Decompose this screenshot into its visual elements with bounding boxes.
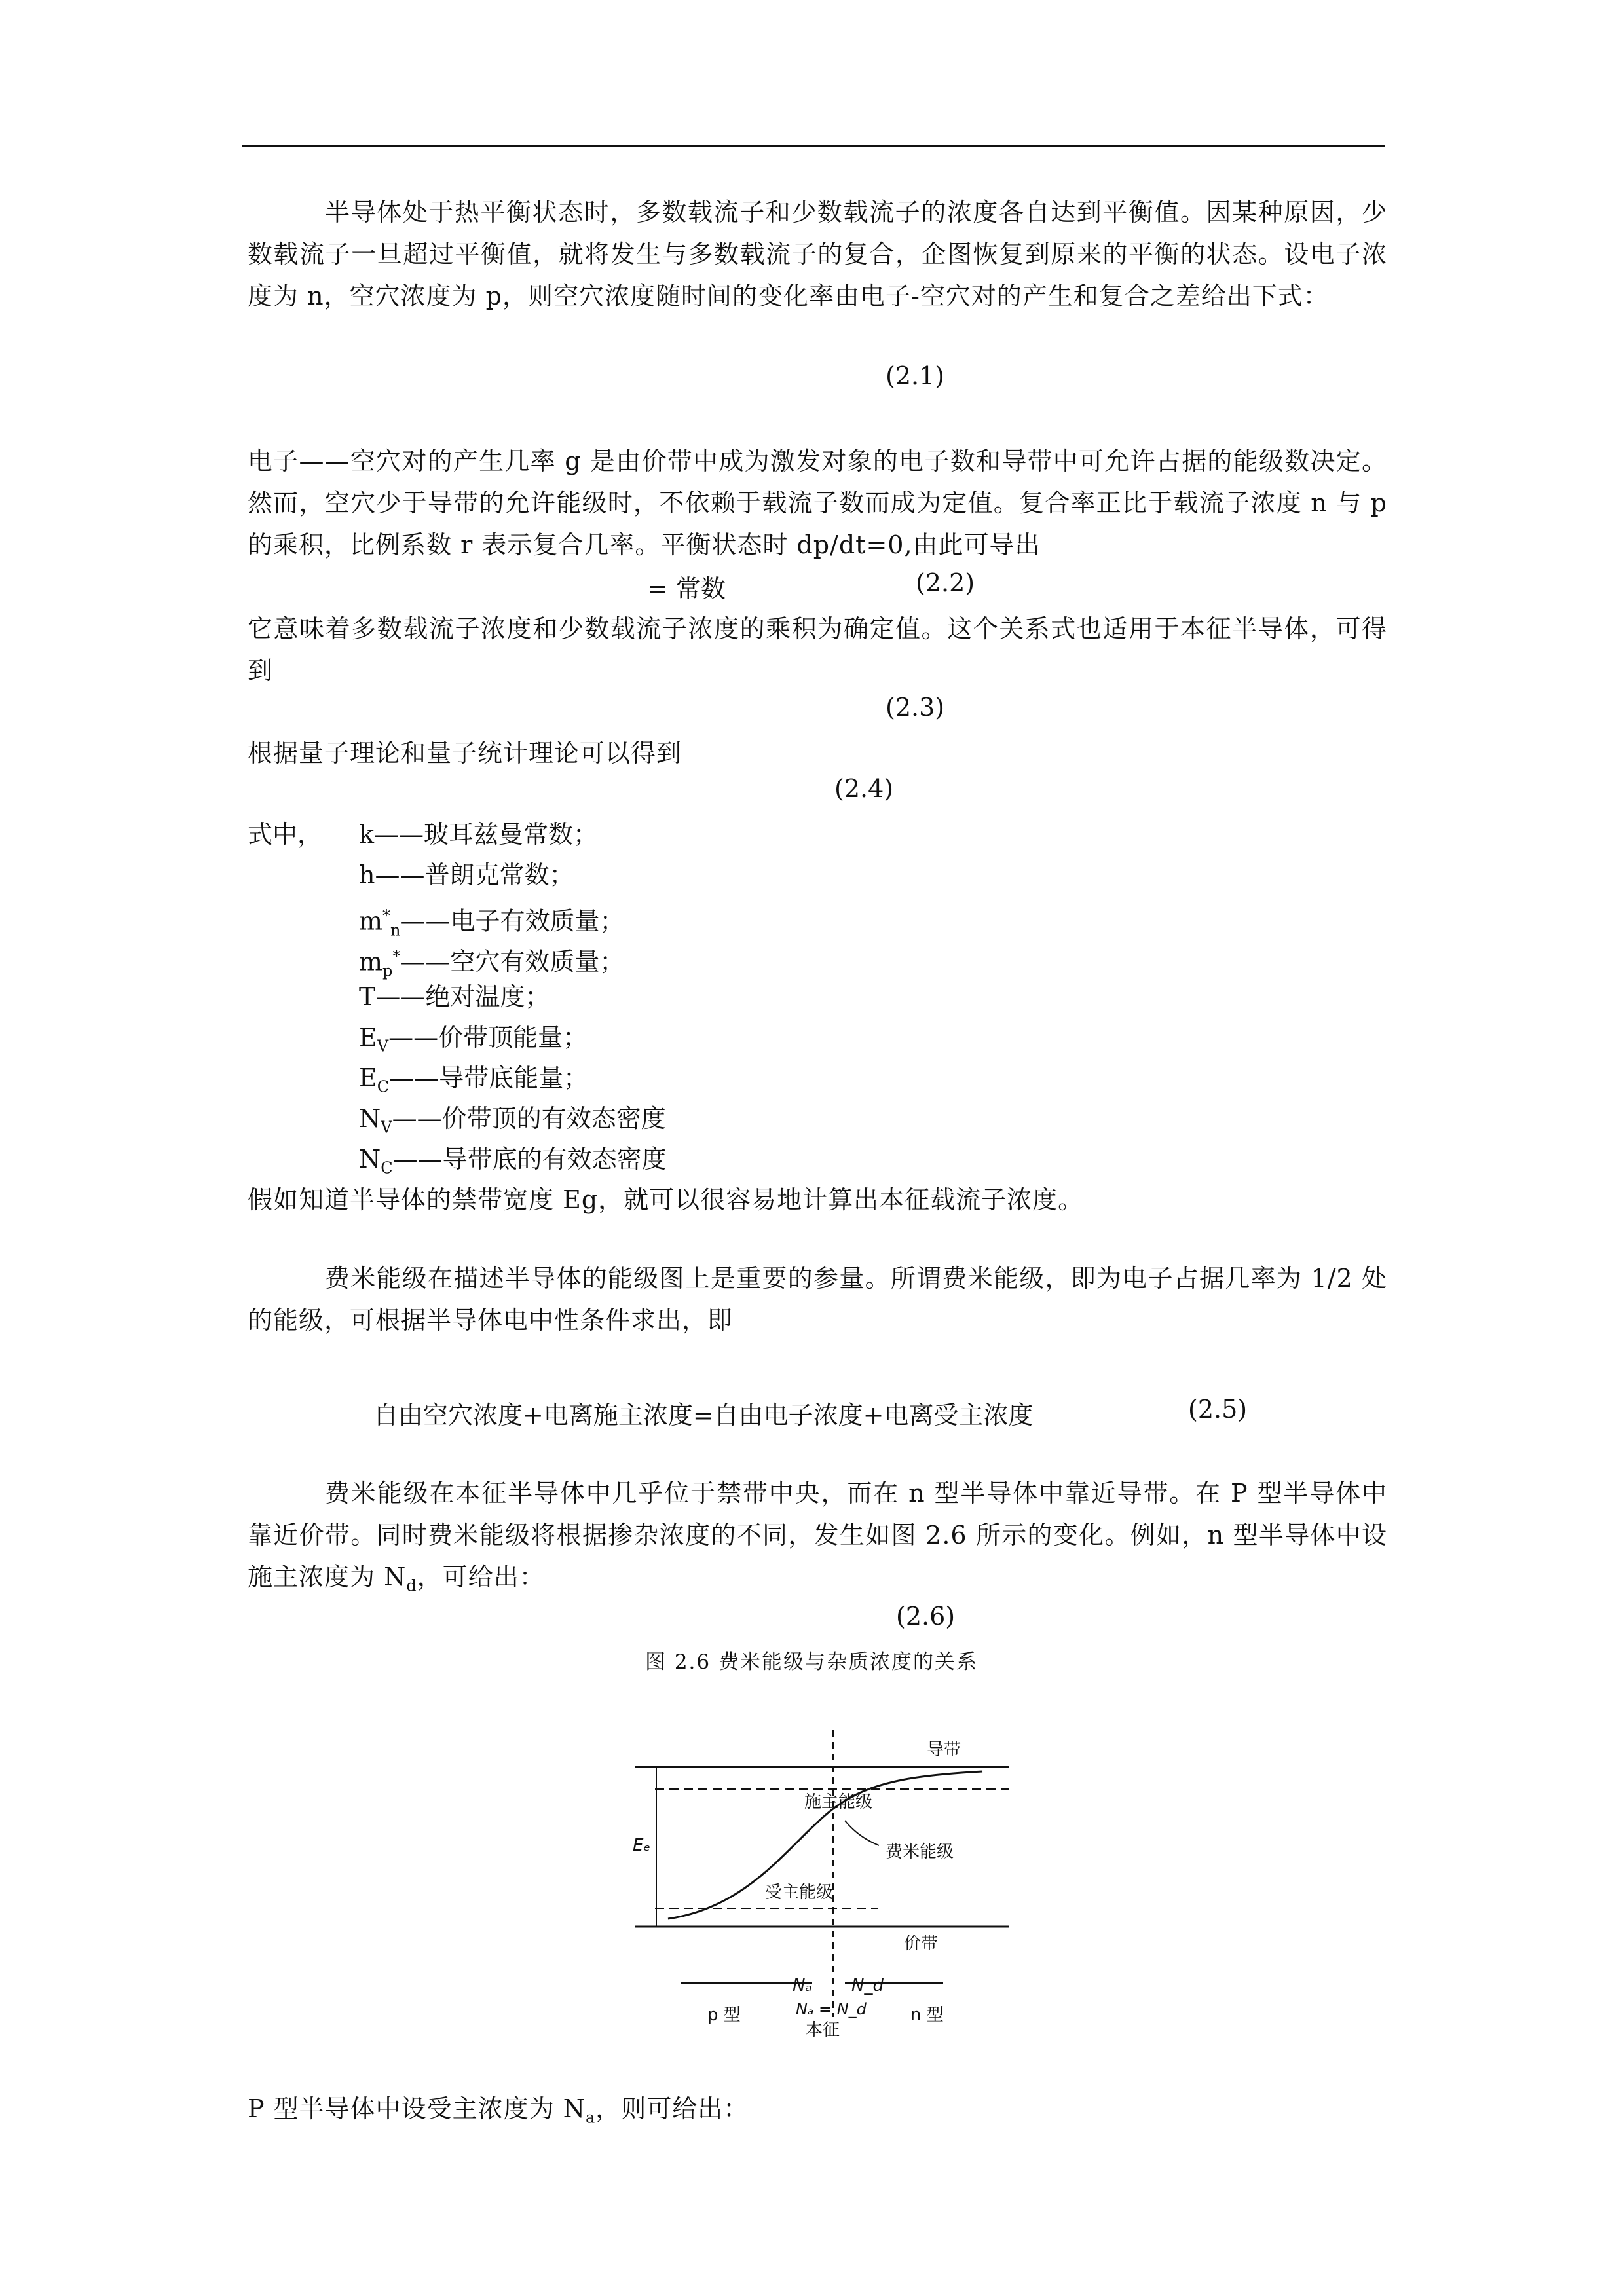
equation-2-2-text: = 常数 [647,574,726,603]
fermi-level-figure [629,1722,1035,2063]
valence-band-label: 价带 [904,1934,939,1953]
symbol-Nc-base: N [359,1145,381,1174]
symbol-mp-sup: * [392,947,401,965]
figure-caption: 图 2.6 费米能级与杂质浓度的关系 [644,1650,978,1674]
paragraph-6-text: 费米能级在描述半导体的能级图上是重要的参量。所谓费米能级，即为电子占据几率为 1/2 处的能级，可根据半导体电中性条件求出，即 [248,1264,1387,1335]
symbol-Ec-base: E [359,1064,377,1092]
fermi-level-label: 费米能级 [886,1842,954,1862]
nd-axis-label: N_d [851,1976,884,1995]
paragraph-8 [248,2088,1387,2139]
acceptor-level-label: 受主能级 [765,1883,834,1902]
symbol-mp-text: ——空穴有效质量； [400,947,625,976]
symbol-Ev-text: ——价带顶能量； [388,1023,588,1052]
paragraph-6 [248,1257,1387,1341]
paragraph-5-text: 假如知道半导体的禁带宽度 Eg，就可以很容易地计算出本征载流子浓度。 [248,1185,1084,1214]
symbol-Ec-text: ——导带底能量； [389,1064,589,1092]
paragraph-4-text: 根据量子理论和量子统计理论可以得到 [248,739,682,768]
symbol-Ev-base: E [359,1023,377,1052]
fermi-pointer-line [845,1821,879,1845]
symbol-Nc-text: ——导带底的有效态密度 [392,1145,667,1174]
paragraph-4 [248,732,1387,774]
symbol-mp-sub: p [382,961,393,980]
equation-number-2-1: (2.1) [886,361,945,390]
equation-number-2-3: (2.3) [886,693,945,722]
n-type-label: n 型 [910,2005,944,2025]
equation-number-2-4: (2.4) [834,774,894,803]
eg-label: Eₑ [633,1836,651,1855]
symbol-Nv-sub: V [381,1118,392,1137]
paragraph-8-end: ，则可给出： [595,2094,749,2123]
paragraph-2 [248,440,1387,566]
symbol-mn-sup: * [382,906,391,925]
conduction-band-label: 导带 [927,1740,961,1760]
symbol-mp-base: m [359,947,383,976]
paragraph-1 [248,191,1387,317]
paragraph-7 [248,1472,1387,1607]
paragraph-8-text [248,2088,1387,2139]
na-axis-label: Nₐ [793,1976,812,1995]
symbol-mn-text: ——电子有效质量； [400,906,625,936]
symbol-mn-base: m [359,906,383,936]
symbol-Ec-sub: C [377,1077,390,1096]
donor-level-label: 施主能级 [804,1792,873,1812]
paragraph-8-main: P 型半导体中设受主浓度为 N [248,2094,586,2123]
paragraph-7-end: ，可给出： [417,1563,545,1591]
symbol-T: T——绝对温度； [359,982,550,1011]
paragraph-2-text: 电子——空穴对的产生几率 g 是由价带中成为激发对象的电子数和导带中可允许占据的能级数决定。然而，空穴少于导带的允许能级时，不依赖于载流子数而成为定值。复合率正比于载流子浓度 n 与 p 的乘积，比例系数 r 表示复合几率。平衡状态时 dp/dt=0,由此可导出 [248,447,1387,559]
equal-label: Nₐ = N_d [796,2000,867,2018]
paragraph-5 [248,1179,1387,1221]
equation-number-2-2: (2.2) [916,568,975,597]
equation-2-5-text: 自由空穴浓度+电离施主浓度=自由电子浓度+电离受主浓度 [373,1401,1034,1430]
symbol-Nv-text: ——价带顶的有效态密度 [392,1104,666,1133]
paragraph-7-main: 费米能级在本征半导体中几乎位于禁带中央，而在 n 型半导体中靠近导带。在 P 型半导体中靠近价带。同时费米能级将根据掺杂浓度的不同，发生如图 2.6 所示的变化。例如，n 型半导体中设施主浓度为 N [248,1479,1387,1591]
intrinsic-label: 本征 [806,2020,840,2040]
p-type-label: p 型 [707,2005,741,2025]
paragraph-1-text: 半导体处于热平衡状态时，多数载流子和少数载流子的浓度各自达到平衡值。因某种原因，少数载流子一旦超过平衡值，就将发生与多数载流子的复合，企图恢复到原来的平衡的状态。设电子浓度为 n，空穴浓度为 p，则空穴浓度随时间的变化率由电子-空穴对的产生和复合之差给出下式： [248,198,1387,310]
paragraph-7-text [248,1472,1387,1607]
symbol-k: k——玻耳兹曼常数； [359,820,599,849]
header-rule [242,145,1385,147]
paragraph-7-sub: d [406,1576,417,1595]
symbol-mn-sub: n [390,921,401,940]
symbol-h: h——普朗克常数； [359,861,574,889]
paragraph-8-sub: a [585,2108,596,2127]
symbol-Nc-sub: C [381,1158,393,1177]
equation-number-2-5: (2.5) [1188,1395,1248,1424]
paragraph-3 [248,608,1387,692]
equation-number-2-6: (2.6) [896,1602,956,1631]
where-label: 式中， [248,820,323,849]
symbol-Nv-base: N [359,1104,381,1133]
symbol-Ev-sub: V [377,1037,389,1056]
paragraph-3-text: 它意味着多数载流子浓度和少数载流子浓度的乘积为确定值。这个关系式也适用于本征半导体，可得到 [248,614,1387,685]
